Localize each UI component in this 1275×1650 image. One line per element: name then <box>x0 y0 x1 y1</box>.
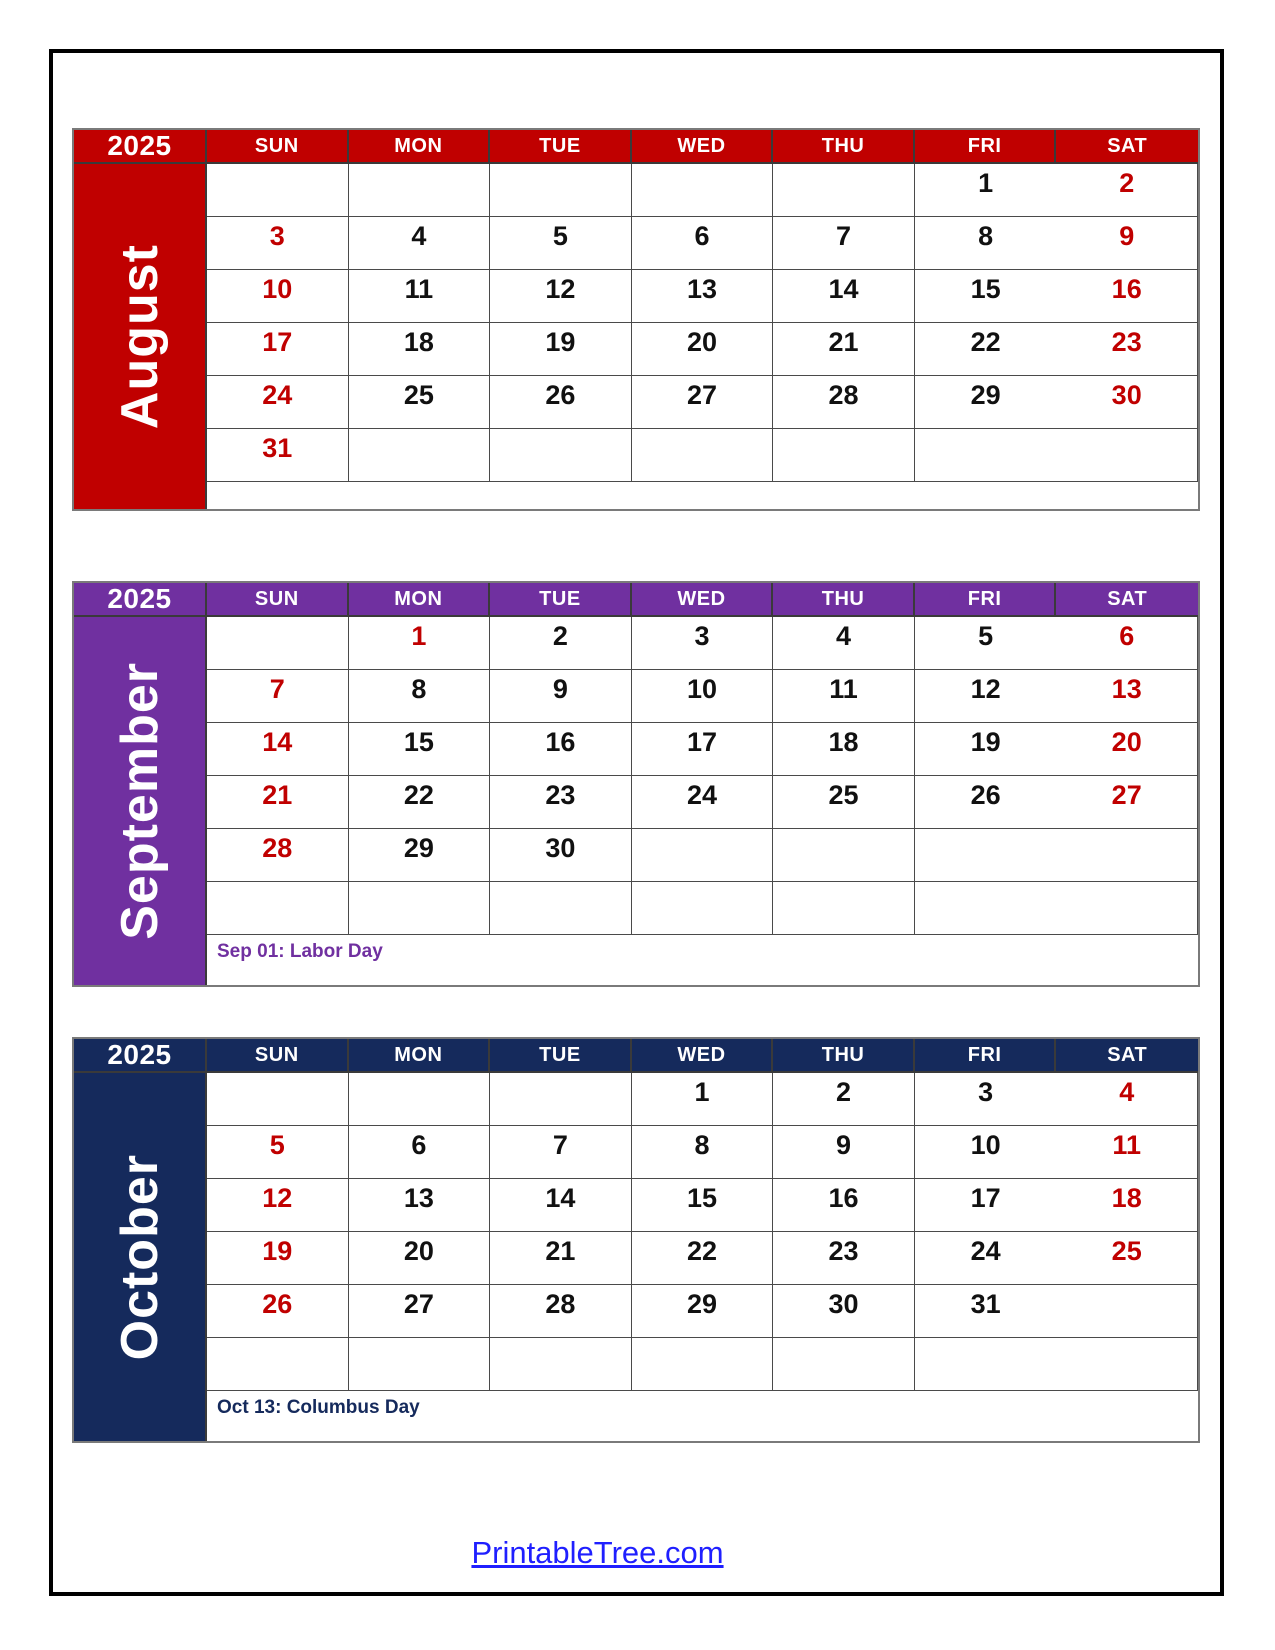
date-cell: 5 <box>490 217 632 270</box>
date-cell: 26 <box>490 376 632 429</box>
footer-link[interactable]: PrintableTree.com <box>471 1535 724 1570</box>
date-cell <box>207 164 349 217</box>
date-cell: 6 <box>632 217 774 270</box>
date-cell: 14 <box>773 270 915 323</box>
date-cell: 7 <box>207 670 349 723</box>
date-cell: 3 <box>207 217 349 270</box>
date-cell: 28 <box>490 1285 632 1338</box>
date-cell <box>773 829 915 882</box>
date-cell: 30 <box>773 1285 915 1338</box>
weekday-header: SUN <box>207 1039 349 1073</box>
date-cell: 1 <box>349 617 491 670</box>
date-cell: 16 <box>773 1179 915 1232</box>
weekday-header: TUE <box>490 1039 632 1073</box>
date-cell <box>349 1073 491 1126</box>
date-cell: 18 <box>773 723 915 776</box>
date-cell: 9 <box>1056 217 1198 270</box>
date-cell <box>632 829 774 882</box>
date-cell: 6 <box>349 1126 491 1179</box>
date-cell: 27 <box>1056 776 1198 829</box>
date-cell: 8 <box>915 217 1057 270</box>
date-cell: 25 <box>349 376 491 429</box>
date-cell: 28 <box>207 829 349 882</box>
date-cell: 30 <box>1056 376 1198 429</box>
date-cell: 23 <box>490 776 632 829</box>
date-cell <box>490 429 632 482</box>
weekday-header: SUN <box>207 130 349 164</box>
date-cell: 18 <box>349 323 491 376</box>
date-cell: 6 <box>1056 617 1198 670</box>
date-cell: 16 <box>490 723 632 776</box>
date-cell: 11 <box>773 670 915 723</box>
date-cell: 19 <box>915 723 1057 776</box>
date-cell <box>490 164 632 217</box>
date-cell <box>349 429 491 482</box>
date-cell: 26 <box>915 776 1057 829</box>
date-cell: 20 <box>1056 723 1198 776</box>
date-cell <box>632 1338 774 1391</box>
date-cell: 21 <box>773 323 915 376</box>
date-cell <box>1056 882 1198 935</box>
date-cell: 19 <box>490 323 632 376</box>
weekday-header: TUE <box>490 130 632 164</box>
weekday-header: MON <box>349 130 491 164</box>
date-cell: 4 <box>1056 1073 1198 1126</box>
weekday-header: WED <box>632 1039 774 1073</box>
holiday-note: Sep 01: Labor Day <box>217 941 383 962</box>
weekday-header: SAT <box>1056 130 1198 164</box>
date-cell <box>207 1073 349 1126</box>
date-cell: 19 <box>207 1232 349 1285</box>
date-cell: 12 <box>207 1179 349 1232</box>
weekday-header: TUE <box>490 583 632 617</box>
holiday-note: Oct 13: Columbus Day <box>217 1397 420 1418</box>
month-banner <box>74 164 207 509</box>
date-cell: 21 <box>207 776 349 829</box>
date-cell: 2 <box>773 1073 915 1126</box>
date-cell: 5 <box>207 1126 349 1179</box>
month-name-label: September <box>110 662 169 940</box>
weekday-header: SAT <box>1056 583 1198 617</box>
date-cell: 13 <box>349 1179 491 1232</box>
date-cell: 22 <box>349 776 491 829</box>
date-cell: 17 <box>632 723 774 776</box>
date-cell: 24 <box>632 776 774 829</box>
date-cell: 17 <box>207 323 349 376</box>
month-name-label: August <box>110 243 169 430</box>
date-cell: 17 <box>915 1179 1057 1232</box>
holiday-note <box>207 482 1198 509</box>
date-cell <box>773 429 915 482</box>
date-cell: 7 <box>773 217 915 270</box>
date-cell: 24 <box>207 376 349 429</box>
date-cell: 24 <box>915 1232 1057 1285</box>
date-cell: 13 <box>632 270 774 323</box>
date-cell: 12 <box>915 670 1057 723</box>
date-cell: 15 <box>915 270 1057 323</box>
date-cell <box>207 1338 349 1391</box>
date-cell: 4 <box>773 617 915 670</box>
date-cell: 23 <box>773 1232 915 1285</box>
date-cell: 9 <box>773 1126 915 1179</box>
date-cell: 15 <box>632 1179 774 1232</box>
date-cell: 26 <box>207 1285 349 1338</box>
date-cell: 18 <box>1056 1179 1198 1232</box>
date-cell: 10 <box>632 670 774 723</box>
month-august <box>72 128 1200 511</box>
date-cell <box>207 617 349 670</box>
date-cell: 2 <box>490 617 632 670</box>
date-cell <box>632 882 774 935</box>
date-cell: 8 <box>349 670 491 723</box>
date-cell <box>1056 1285 1198 1338</box>
date-cell: 27 <box>632 376 774 429</box>
date-cell: 5 <box>915 617 1057 670</box>
date-cell <box>632 429 774 482</box>
date-cell: 14 <box>490 1179 632 1232</box>
date-cell <box>349 1338 491 1391</box>
weekday-header: FRI <box>915 130 1057 164</box>
date-cell: 3 <box>632 617 774 670</box>
date-cell: 11 <box>349 270 491 323</box>
date-cell: 9 <box>490 670 632 723</box>
date-cell: 20 <box>632 323 774 376</box>
weekday-header: FRI <box>915 1039 1057 1073</box>
date-cell: 25 <box>1056 1232 1198 1285</box>
weekday-header: THU <box>773 1039 915 1073</box>
weekday-header: MON <box>349 583 491 617</box>
date-cell: 21 <box>490 1232 632 1285</box>
weekday-header: SUN <box>207 583 349 617</box>
date-cell: 4 <box>349 217 491 270</box>
year-label: 2025 <box>74 130 207 164</box>
date-cell <box>915 429 1057 482</box>
date-cell: 25 <box>773 776 915 829</box>
date-cell: 10 <box>207 270 349 323</box>
month-october <box>72 1037 1200 1443</box>
weekday-header: WED <box>632 130 774 164</box>
date-cell: 1 <box>915 164 1057 217</box>
year-label: 2025 <box>74 583 207 617</box>
month-banner <box>74 1073 207 1441</box>
weekday-header: THU <box>773 583 915 617</box>
date-cell <box>490 882 632 935</box>
date-cell: 7 <box>490 1126 632 1179</box>
date-cell: 12 <box>490 270 632 323</box>
month-name-label: October <box>110 1153 169 1361</box>
date-cell: 31 <box>915 1285 1057 1338</box>
date-cell <box>915 1338 1057 1391</box>
date-cell: 14 <box>207 723 349 776</box>
date-cell <box>1056 1338 1198 1391</box>
date-cell: 15 <box>349 723 491 776</box>
date-cell <box>632 164 774 217</box>
date-cell: 16 <box>1056 270 1198 323</box>
date-cell: 8 <box>632 1126 774 1179</box>
weekday-header: MON <box>349 1039 491 1073</box>
month-banner <box>74 617 207 985</box>
date-cell <box>773 1338 915 1391</box>
date-cell: 13 <box>1056 670 1198 723</box>
weekday-header: SAT <box>1056 1039 1198 1073</box>
date-cell: 22 <box>915 323 1057 376</box>
date-cell <box>207 882 349 935</box>
year-label: 2025 <box>74 1039 207 1073</box>
weekday-header: THU <box>773 130 915 164</box>
date-cell <box>490 1073 632 1126</box>
date-cell: 10 <box>915 1126 1057 1179</box>
date-cell: 29 <box>915 376 1057 429</box>
date-cell <box>490 1338 632 1391</box>
date-cell: 1 <box>632 1073 774 1126</box>
date-cell <box>915 882 1057 935</box>
date-cell: 29 <box>349 829 491 882</box>
date-cell: 3 <box>915 1073 1057 1126</box>
date-cell: 28 <box>773 376 915 429</box>
date-cell: 11 <box>1056 1126 1198 1179</box>
date-cell: 20 <box>349 1232 491 1285</box>
date-cell <box>1056 829 1198 882</box>
date-cell: 29 <box>632 1285 774 1338</box>
date-cell: 22 <box>632 1232 774 1285</box>
date-cell: 2 <box>1056 164 1198 217</box>
date-cell <box>349 882 491 935</box>
date-cell: 31 <box>207 429 349 482</box>
month-september <box>72 581 1200 987</box>
date-cell: 23 <box>1056 323 1198 376</box>
date-cell: 27 <box>349 1285 491 1338</box>
date-cell <box>773 164 915 217</box>
date-cell <box>915 829 1057 882</box>
date-cell: 30 <box>490 829 632 882</box>
weekday-header: FRI <box>915 583 1057 617</box>
weekday-header: WED <box>632 583 774 617</box>
date-cell <box>349 164 491 217</box>
date-cell <box>1056 429 1198 482</box>
date-cell <box>773 882 915 935</box>
